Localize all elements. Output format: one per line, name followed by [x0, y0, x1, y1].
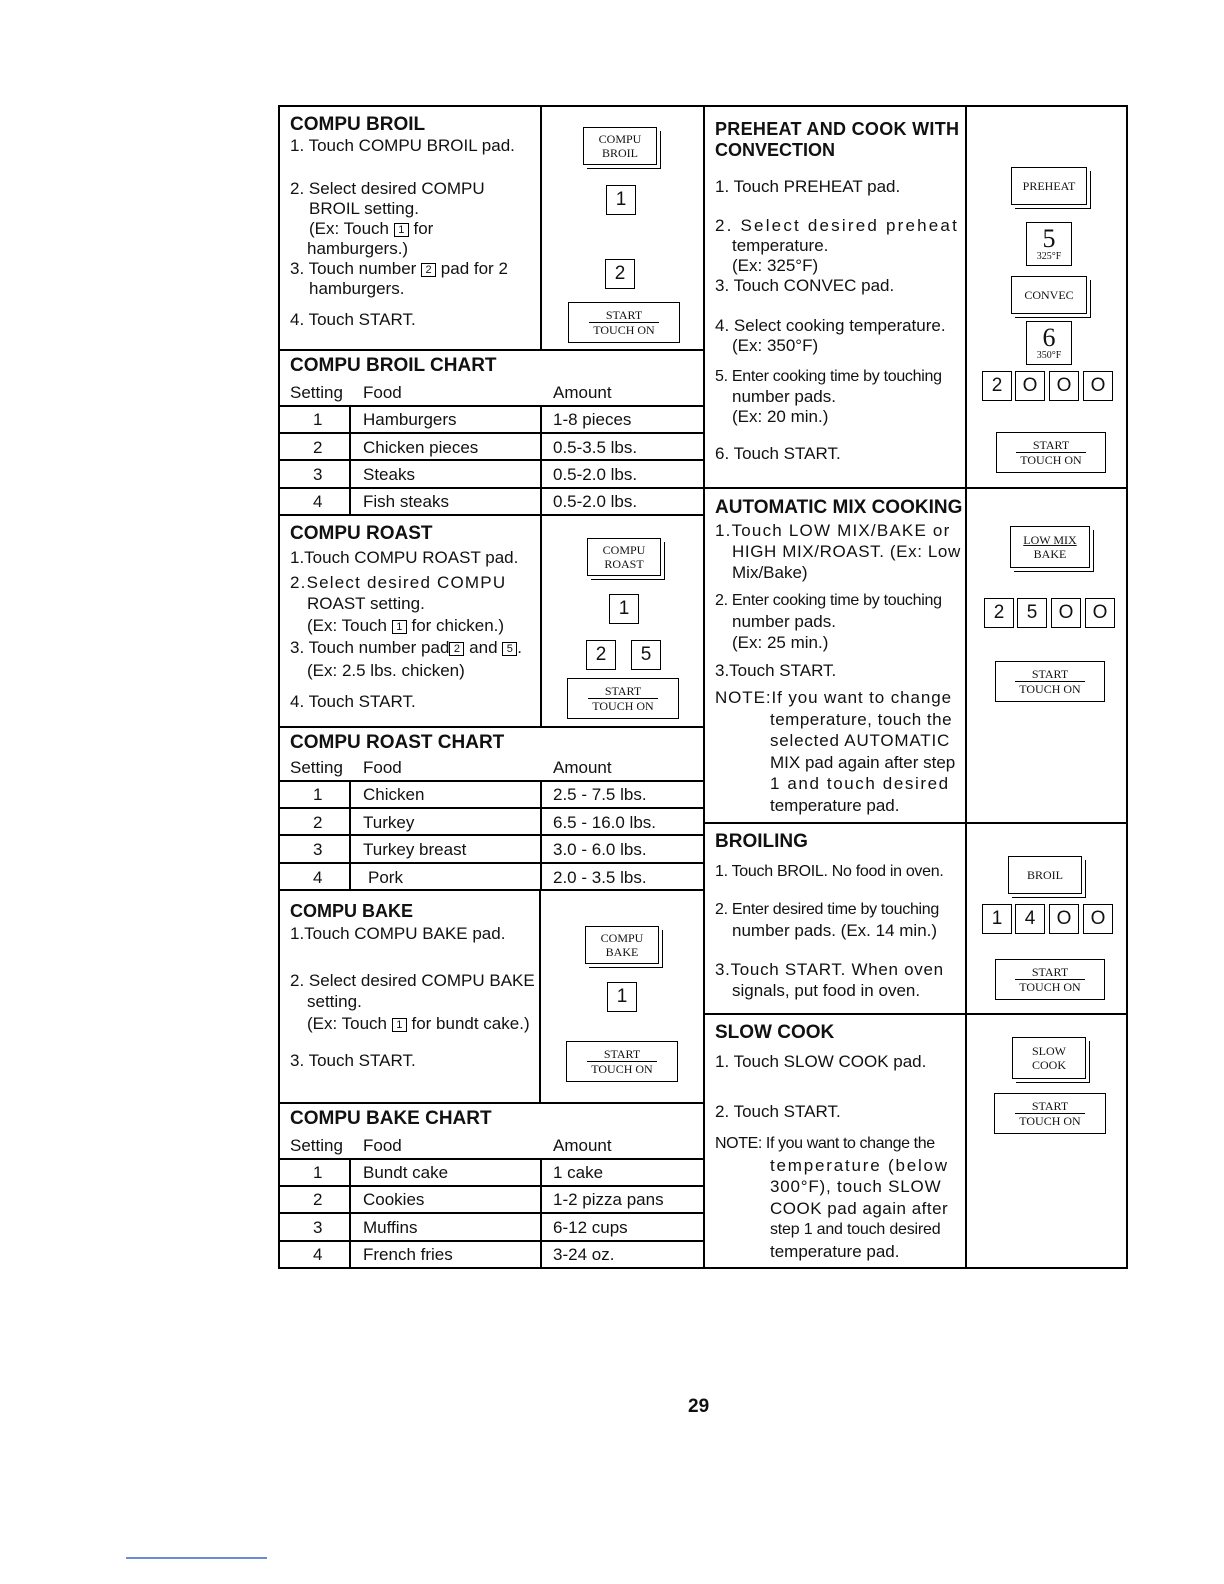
compu-roast-title: COMPU ROAST [290, 523, 433, 544]
number-key-0[interactable]: O [1049, 904, 1079, 934]
number-key-0[interactable]: O [1049, 371, 1079, 401]
convec-pad[interactable]: CONVEC [1011, 276, 1087, 314]
table-row: 3 [313, 465, 323, 484]
number-key-5[interactable]: 5 325°F [1026, 222, 1072, 266]
compu-broil-chart-title: COMPU BROIL CHART [290, 355, 497, 376]
preheat-title: PREHEAT AND COOK WITH [715, 119, 960, 139]
compu-broil-pad[interactable]: COMPU BROIL [583, 127, 657, 165]
compu-bake-pad[interactable]: COMPU BAKE [585, 926, 659, 964]
compu-roast-pad[interactable]: COMPU ROAST [587, 538, 661, 576]
start-touch-on-pad[interactable]: START TOUCH ON [568, 302, 680, 343]
slow-cook-title: SLOW COOK [715, 1022, 835, 1043]
slow-cook-pad[interactable]: SLOW COOK [1012, 1037, 1086, 1079]
compu-roast-chart-title: COMPU ROAST CHART [290, 732, 505, 753]
number-key-0[interactable]: O [1085, 598, 1115, 628]
table-row: 4 [313, 1245, 323, 1264]
start-touch-on-pad[interactable]: START TOUCH ON [567, 678, 679, 719]
inline-key: 1 [394, 223, 409, 237]
number-key-1[interactable]: 1 [982, 904, 1012, 934]
low-mix-bake-pad[interactable]: LOW MIX BAKE [1010, 526, 1090, 568]
table-row: 2 [313, 1190, 323, 1209]
number-key-5[interactable]: 5 [631, 640, 661, 670]
number-key-0[interactable]: O [1083, 371, 1113, 401]
number-key-6[interactable]: 6 350°F [1026, 321, 1072, 365]
number-key-4[interactable]: 4 [1015, 904, 1045, 934]
start-touch-on-pad[interactable]: START TOUCH ON [566, 1041, 678, 1082]
number-key-1[interactable]: 1 [606, 185, 636, 215]
table-row: 1 [313, 410, 323, 429]
number-key-5[interactable]: 5 [1017, 598, 1047, 628]
compu-bake-chart-title: COMPU BAKE CHART [290, 1108, 492, 1129]
start-touch-on-pad[interactable]: START TOUCH ON [995, 661, 1105, 702]
number-key-2[interactable]: 2 [586, 640, 616, 670]
center-divider [703, 105, 705, 1269]
table-row: 2 [313, 813, 323, 832]
table-row: 3 [313, 1218, 323, 1237]
compu-broil-title: COMPU BROIL [290, 114, 426, 135]
broiling-title: BROILING [715, 831, 808, 852]
start-touch-on-pad[interactable]: START TOUCH ON [994, 1093, 1106, 1134]
table-row: 3 [313, 840, 323, 859]
start-touch-on-pad[interactable]: START TOUCH ON [995, 959, 1105, 1000]
number-key-1[interactable]: 1 [607, 982, 637, 1012]
table-row: 1 [313, 785, 323, 804]
number-key-2[interactable]: 2 [605, 259, 635, 289]
table-row: 1 [313, 1163, 323, 1182]
number-key-1[interactable]: 1 [609, 594, 639, 624]
page-number: 29 [688, 1396, 710, 1417]
automatic-mix-title: AUTOMATIC MIX COOKING [715, 497, 963, 518]
link-underline [126, 1557, 267, 1559]
number-key-0[interactable]: O [1051, 598, 1081, 628]
broil-pad[interactable]: BROIL [1008, 856, 1082, 894]
table-row: 4 [313, 492, 323, 511]
number-key-2[interactable]: 2 [984, 598, 1014, 628]
table-row: 2 [313, 438, 323, 457]
number-key-0[interactable]: O [1015, 371, 1045, 401]
number-key-2[interactable]: 2 [982, 371, 1012, 401]
number-key-0[interactable]: O [1083, 904, 1113, 934]
compu-bake-title: COMPU BAKE [290, 901, 414, 921]
table-row: 4 [313, 868, 323, 887]
start-touch-on-pad[interactable]: START TOUCH ON [996, 432, 1106, 473]
preheat-pad[interactable]: PREHEAT [1011, 167, 1087, 205]
right-col-divider [965, 105, 967, 1269]
